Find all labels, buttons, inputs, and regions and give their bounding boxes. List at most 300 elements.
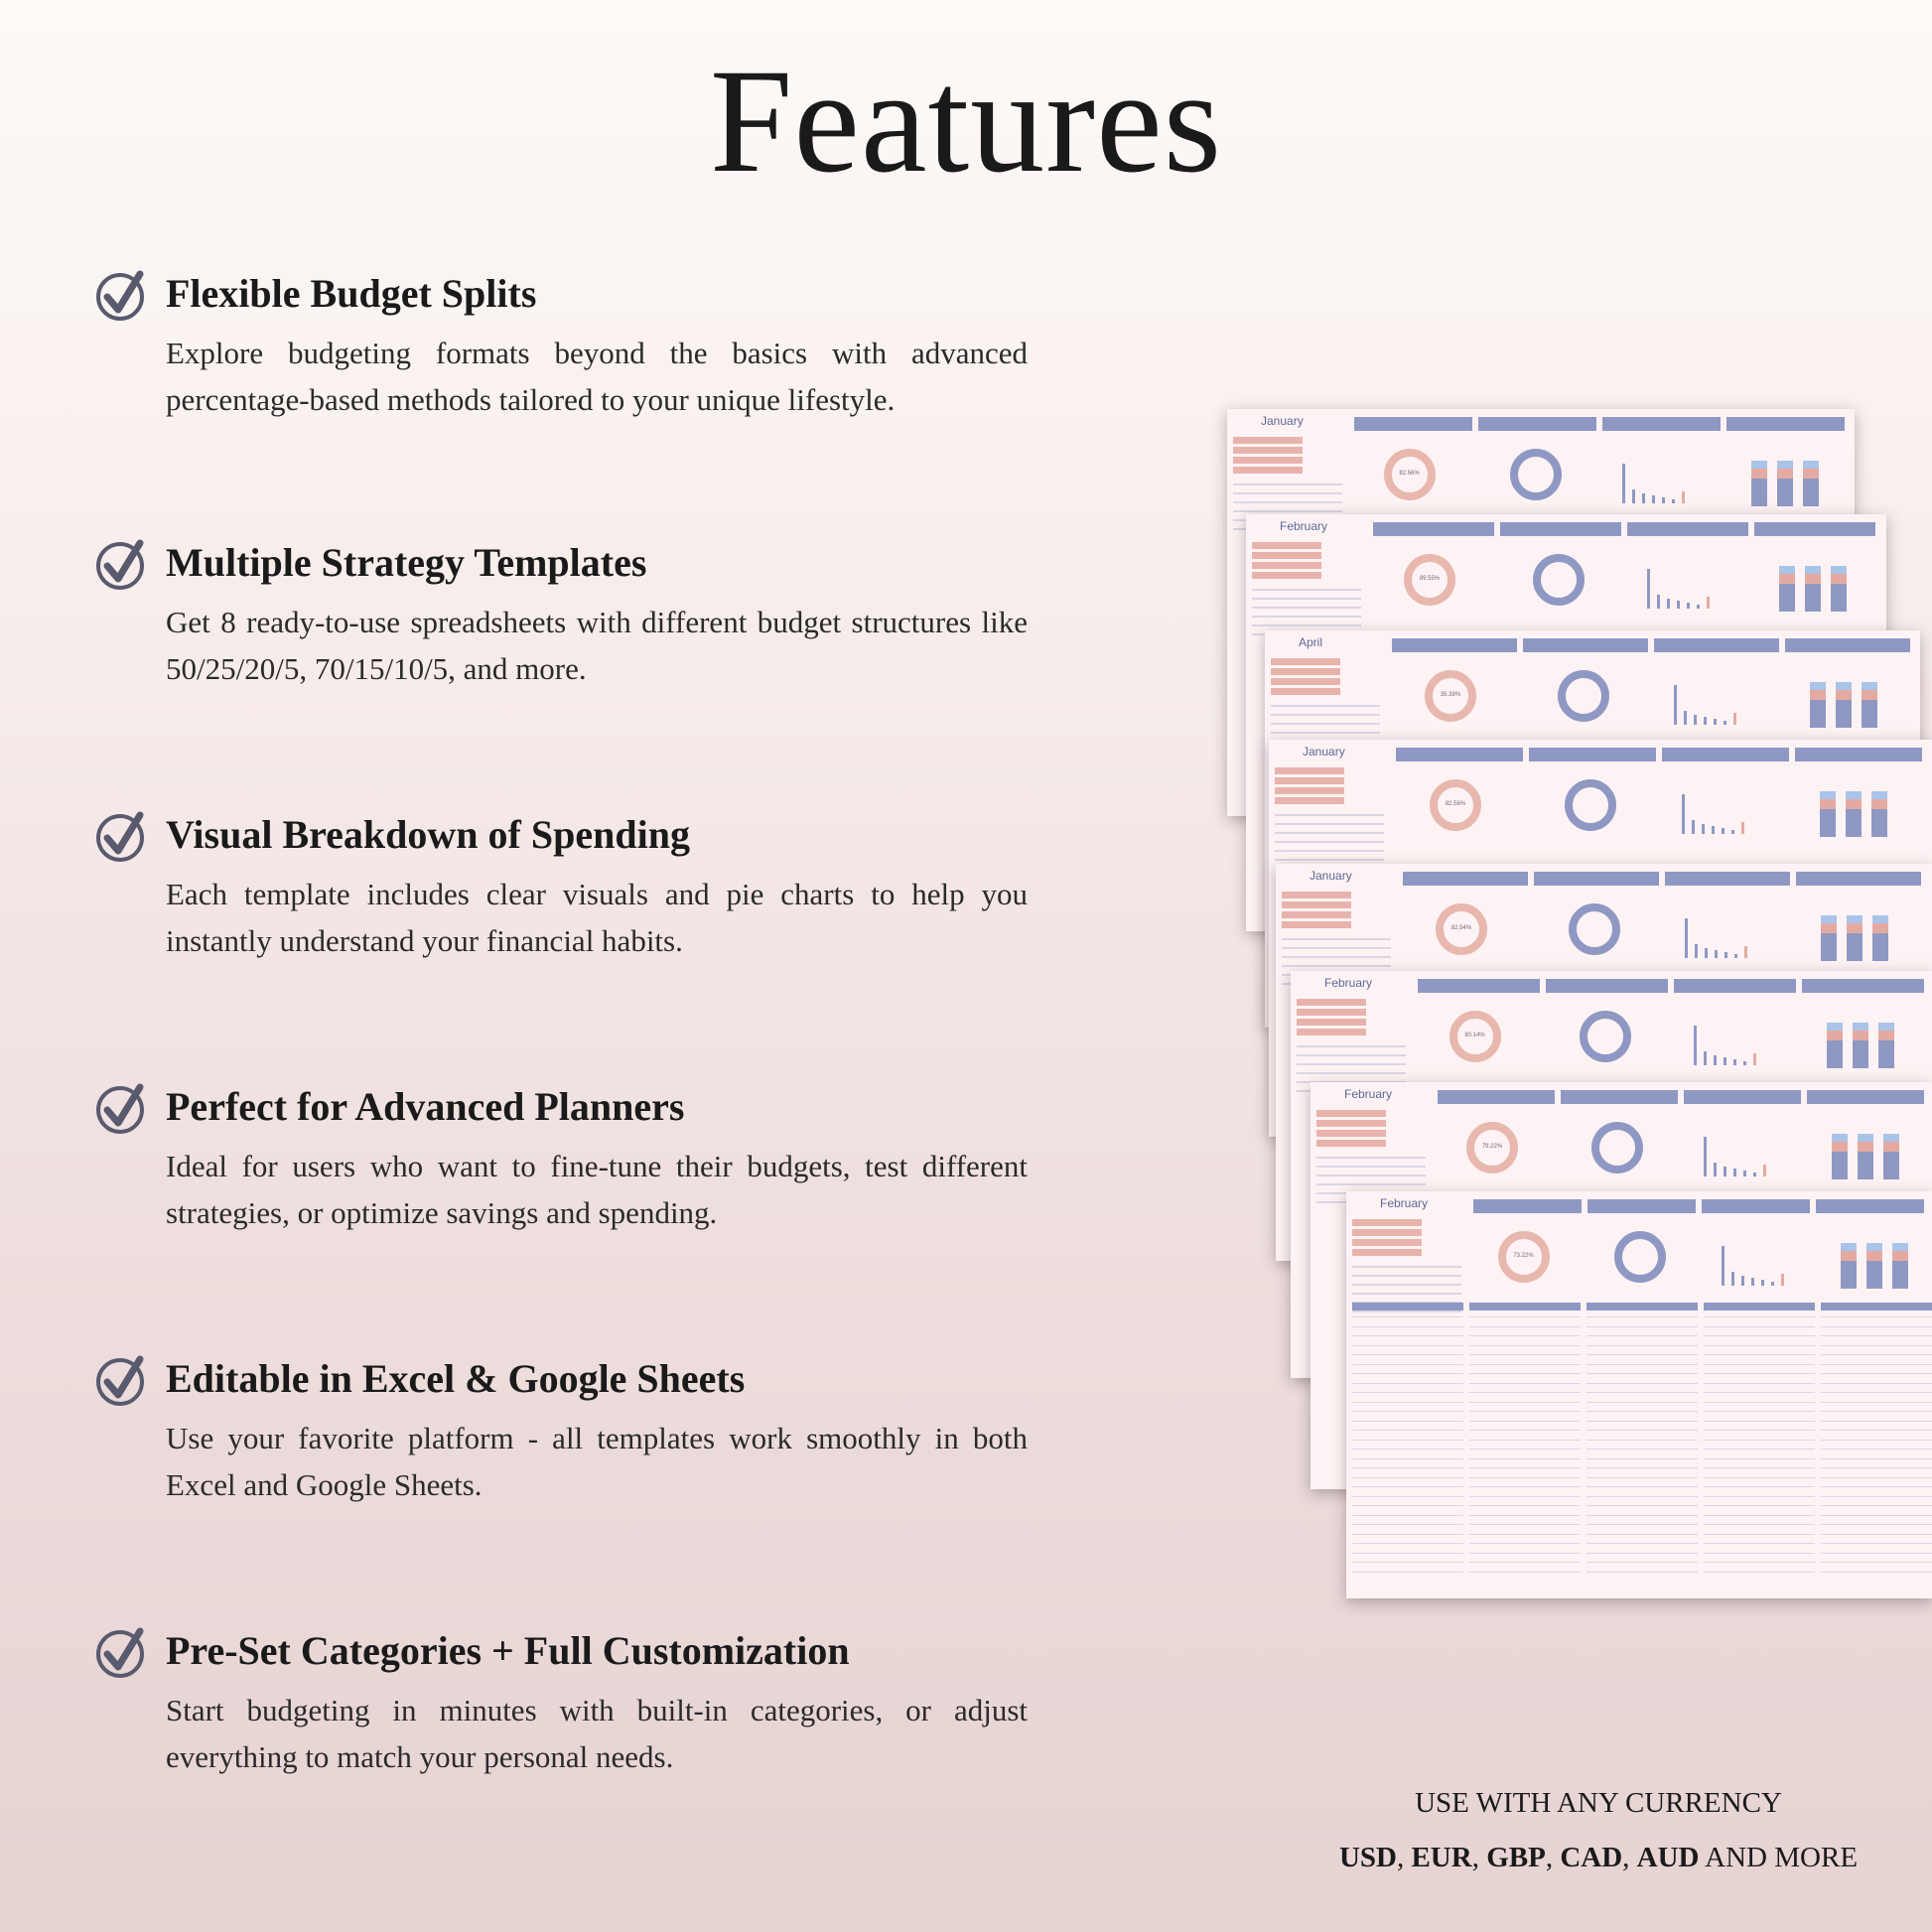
allocation-bar-segment: [1883, 1134, 1899, 1142]
sheet-table-row: [1821, 1392, 1932, 1393]
feature-title: Multiple Strategy Templates: [166, 540, 647, 585]
sheet-table-row: [1704, 1458, 1815, 1459]
cash-flow-bar: [1761, 1280, 1764, 1286]
sheet-table-row: [1704, 1543, 1815, 1544]
cash-flow-bar: [1741, 1276, 1744, 1286]
cash-flow-bar: [1695, 944, 1698, 958]
sheet-table-row: [1469, 1458, 1581, 1459]
allocation-bar-segment: [1803, 469, 1819, 479]
allocation-bar-segment: [1805, 574, 1821, 584]
sheet-table-row: [1352, 1411, 1463, 1412]
sheet-table-row: [1469, 1543, 1581, 1544]
sheet-table-row: [1469, 1534, 1581, 1535]
allocation-bar-segment: [1858, 1142, 1873, 1152]
allocation-bar-segment: [1805, 566, 1821, 574]
sheet-table-row: [1233, 483, 1342, 485]
sheet-table-row: [1704, 1345, 1815, 1346]
cash-flow-bar: [1724, 1057, 1726, 1065]
sheet-table-row: [1352, 1562, 1463, 1563]
sheet-table-row: [1282, 938, 1391, 940]
sheet-table-row: [1469, 1316, 1581, 1317]
sheet-table-row: [1704, 1467, 1815, 1468]
sheet-section-header: [1684, 1090, 1801, 1104]
allocation-bar-segment: [1841, 1243, 1857, 1251]
cash-flow-bar: [1647, 569, 1650, 609]
sheet-table-row: [1352, 1293, 1461, 1295]
allocation-bar-segment: [1862, 700, 1877, 728]
cash-flow-bar: [1781, 1274, 1784, 1286]
checkmark-circle-icon: [94, 268, 148, 322]
sheet-month-label: February: [1344, 1087, 1393, 1101]
currency-line-1: USE WITH ANY CURRENCY: [1415, 1787, 1782, 1819]
donut-percent-label: 35.38%: [1440, 692, 1461, 698]
sheet-table-row: [1316, 1166, 1426, 1168]
sheet-table-row: [1271, 714, 1380, 716]
sheet-table-row: [1352, 1430, 1463, 1431]
sheet-table-row: [1469, 1383, 1581, 1384]
sheet-section-header: [1627, 522, 1748, 536]
sheet-table-row: [1469, 1354, 1581, 1355]
cash-flow-bar: [1684, 711, 1687, 725]
allocation-bar-segment: [1821, 933, 1837, 961]
sheet-table-row: [1352, 1392, 1463, 1393]
donut-percent-label: 82.56%: [1399, 471, 1420, 477]
sheet-month-label: April: [1299, 635, 1323, 649]
sheet-field-label: [1275, 797, 1344, 804]
sheet-field-label: [1352, 1219, 1422, 1226]
cash-flow-bar: [1674, 685, 1677, 725]
cash-flow-bar: [1751, 1278, 1754, 1286]
sheet-table-row: [1821, 1440, 1932, 1441]
allocation-bar-segment: [1832, 1152, 1848, 1179]
sheet-table-row: [1469, 1411, 1581, 1412]
feature-title: Perfect for Advanced Planners: [166, 1084, 685, 1129]
allocation-bar-segment: [1836, 700, 1852, 728]
sheet-table-row: [1704, 1411, 1815, 1412]
sheet-table-row: [1704, 1572, 1815, 1573]
sheet-table-header: [1469, 1303, 1581, 1311]
sheet-field-label: [1271, 688, 1340, 695]
feature-description: Start budgeting in minutes with built-in categories, or adjust everything to match your personal needs.: [166, 1693, 1028, 1774]
cash-flow-bar: [1672, 499, 1675, 503]
sheet-table-row: [1271, 732, 1380, 734]
sheet-table-row: [1352, 1316, 1463, 1317]
allocation-bar-segment: [1820, 791, 1836, 799]
sheet-table-row: [1587, 1496, 1698, 1497]
income-distribution-donut: [1569, 903, 1620, 955]
income-distribution-donut: [1558, 670, 1609, 722]
sheet-table-row: [1704, 1505, 1815, 1506]
sheet-table-row: [1587, 1458, 1698, 1459]
cash-flow-bar: [1704, 1051, 1707, 1065]
sheet-table-row: [1587, 1477, 1698, 1478]
sheet-field-label: [1233, 457, 1303, 464]
sheet-table-row: [1469, 1440, 1581, 1441]
sheet-month-label: February: [1380, 1196, 1429, 1210]
sheet-field-label: [1275, 777, 1344, 784]
allocation-bar-segment: [1892, 1251, 1908, 1261]
sheet-field-label: [1297, 1009, 1366, 1016]
cash-flow-bar: [1731, 830, 1734, 834]
sheet-field-label: [1271, 658, 1340, 665]
sheet-table-row: [1282, 956, 1391, 958]
income-distribution-donut: [1510, 449, 1562, 500]
allocation-bar-segment: [1853, 1023, 1868, 1031]
allocation-bar-segment: [1841, 1251, 1857, 1261]
sheet-table-row: [1352, 1524, 1463, 1525]
sheet-table-row: [1821, 1430, 1932, 1431]
cash-flow-bar: [1707, 597, 1710, 609]
sheet-table-row: [1297, 1045, 1406, 1047]
sheet-table-row: [1282, 947, 1391, 949]
sheet-table-row: [1352, 1266, 1461, 1268]
sheet-table-row: [1352, 1458, 1463, 1459]
income-distribution-donut: [1591, 1122, 1643, 1173]
sheet-table-row: [1469, 1553, 1581, 1554]
sheet-field-label: [1352, 1249, 1422, 1256]
sheet-section-header: [1654, 638, 1779, 652]
allocation-bar-segment: [1878, 1040, 1894, 1068]
sheet-table-row: [1252, 598, 1361, 600]
sheet-table-row: [1704, 1496, 1815, 1497]
feature-description: Each template includes clear visuals and pie charts to help you instantly understand your financial habits.: [166, 877, 1028, 958]
cash-flow-bar: [1697, 605, 1700, 609]
sheet-table-row: [1352, 1284, 1461, 1286]
income-distribution-donut: [1533, 554, 1585, 606]
sheet-table-row: [1821, 1345, 1932, 1346]
sheet-table-row: [1587, 1572, 1698, 1573]
sheet-table-row: [1352, 1440, 1463, 1441]
sheet-table-row: [1704, 1354, 1815, 1355]
sheet-table-row: [1587, 1402, 1698, 1403]
sheet-table-row: [1469, 1515, 1581, 1516]
cash-flow-bar: [1722, 828, 1725, 834]
cash-flow-bar: [1763, 1165, 1766, 1176]
sheet-table-header: [1352, 1303, 1463, 1311]
sheet-table-row: [1587, 1411, 1698, 1412]
allocation-bar-segment: [1858, 1134, 1873, 1142]
sheet-month-label: January: [1303, 745, 1345, 759]
cash-flow-bar: [1715, 950, 1718, 958]
sheet-table-row: [1352, 1572, 1463, 1573]
sheet-table-row: [1587, 1373, 1698, 1374]
cash-flow-bar: [1714, 719, 1717, 725]
sheet-table-row: [1469, 1364, 1581, 1365]
cash-flow-bar: [1734, 954, 1737, 958]
sheet-table-row: [1469, 1572, 1581, 1573]
sheet-field-label: [1252, 562, 1321, 569]
allocation-bar-segment: [1827, 1031, 1843, 1040]
sheet-section-header: [1796, 872, 1921, 886]
sheet-table-row: [1587, 1505, 1698, 1506]
sheet-table-row: [1352, 1467, 1463, 1468]
cash-flow-bar: [1733, 1059, 1736, 1065]
sheet-table-row: [1233, 501, 1342, 503]
allocation-bar-segment: [1892, 1261, 1908, 1289]
sheet-table-row: [1352, 1383, 1463, 1384]
sheet-field-label: [1275, 787, 1344, 794]
allocation-bar-segment: [1820, 799, 1836, 809]
sheet-table-row: [1821, 1402, 1932, 1403]
sheet-table-row: [1821, 1411, 1932, 1412]
sheet-field-label: [1271, 668, 1340, 675]
allocation-bar-segment: [1853, 1040, 1868, 1068]
sheet-section-header: [1726, 417, 1845, 431]
sheet-table-row: [1587, 1486, 1698, 1487]
sheet-table-row: [1297, 1072, 1406, 1074]
sheet-section-header: [1546, 979, 1668, 993]
cash-flow-bar: [1662, 497, 1665, 503]
allocation-bar-segment: [1883, 1142, 1899, 1152]
sheet-month-label: January: [1310, 869, 1352, 883]
feature-title: Pre-Set Categories + Full Customization: [166, 1628, 850, 1673]
sheet-table-row: [1352, 1335, 1463, 1336]
cash-flow-bar: [1657, 595, 1660, 609]
feature-description: Get 8 ready-to-use spreadsheets with different budget structures like 50/25/20/5, 70/15/10/5, and more.: [166, 605, 1028, 686]
sheet-table-row: [1587, 1534, 1698, 1535]
sheet-table-header: [1821, 1303, 1932, 1311]
sheet-table-row: [1821, 1534, 1932, 1535]
allocation-bar-segment: [1832, 1134, 1848, 1142]
sheet-table-row: [1469, 1562, 1581, 1563]
sheet-table-row: [1352, 1402, 1463, 1403]
sheet-table-row: [1821, 1505, 1932, 1506]
sheet-table-row: [1275, 823, 1384, 825]
allocation-bar-segment: [1751, 479, 1767, 506]
sheet-table-row: [1704, 1486, 1815, 1487]
cash-flow-bar: [1714, 1163, 1717, 1176]
donut-percent-label: 79.22%: [1481, 1144, 1503, 1150]
sheet-field-label: [1297, 1019, 1366, 1026]
allocation-bar-segment: [1858, 1152, 1873, 1179]
sheet-table-row: [1821, 1316, 1932, 1317]
sheet-table-row: [1587, 1440, 1698, 1441]
sheet-section-header: [1795, 748, 1922, 761]
sheet-table-row: [1704, 1402, 1815, 1403]
sheet-table-row: [1704, 1383, 1815, 1384]
allocation-bar-segment: [1777, 469, 1793, 479]
allocation-bar-segment: [1841, 1261, 1857, 1289]
allocation-bar-segment: [1777, 479, 1793, 506]
sheet-table-row: [1587, 1335, 1698, 1336]
sheet-table-row: [1821, 1486, 1932, 1487]
allocation-bar-segment: [1803, 479, 1819, 506]
sheet-table-row: [1271, 723, 1380, 725]
sheet-table-row: [1352, 1326, 1463, 1327]
cash-flow-bar: [1632, 489, 1635, 503]
sheet-table-row: [1469, 1467, 1581, 1468]
sheet-section-header: [1602, 417, 1721, 431]
sheet-table-row: [1469, 1326, 1581, 1327]
sheet-section-header: [1418, 979, 1540, 993]
sheet-table-row: [1469, 1505, 1581, 1506]
feature-description: Use your favorite platform - all templates work smoothly in both Excel and Google Sheets.: [166, 1421, 1028, 1502]
allocation-bar-segment: [1820, 809, 1836, 837]
sheet-table-row: [1352, 1496, 1463, 1497]
sheet-table-row: [1587, 1515, 1698, 1516]
sheet-table-row: [1821, 1326, 1932, 1327]
cash-flow-bar: [1677, 601, 1680, 609]
sheet-section-header: [1674, 979, 1796, 993]
sheet-table-header: [1587, 1303, 1698, 1311]
cash-flow-bar: [1733, 1169, 1736, 1176]
sheet-field-label: [1352, 1229, 1422, 1236]
sheet-table-row: [1821, 1572, 1932, 1573]
allocation-bar-segment: [1827, 1023, 1843, 1031]
sheet-section-header: [1702, 1199, 1810, 1213]
feature-title: Editable in Excel & Google Sheets: [166, 1356, 746, 1401]
sheet-table-row: [1297, 1054, 1406, 1056]
sheet-field-label: [1275, 767, 1344, 774]
sheet-table-row: [1821, 1335, 1932, 1336]
allocation-bar-segment: [1779, 566, 1795, 574]
sheet-table-row: [1704, 1524, 1815, 1525]
sheet-section-header: [1665, 872, 1790, 886]
sheet-table-row: [1233, 510, 1342, 512]
allocation-bar-segment: [1836, 690, 1852, 700]
sheet-section-header: [1561, 1090, 1678, 1104]
sheet-field-label: [1252, 552, 1321, 559]
cash-flow-bar: [1682, 794, 1685, 834]
cash-flow-bar: [1694, 715, 1697, 725]
allocation-bar-segment: [1847, 915, 1863, 923]
cash-flow-bar: [1652, 495, 1655, 503]
sheet-table-row: [1821, 1467, 1932, 1468]
donut-percent-label: 82.54%: [1450, 925, 1472, 931]
currency-code: USD: [1338, 1842, 1397, 1873]
sheet-table-row: [1704, 1430, 1815, 1431]
cash-flow-bar: [1682, 491, 1685, 503]
feature-description: Explore budgeting formats beyond the basics with advanced percentage-based methods tailored to your unique lifestyle.: [166, 336, 1028, 417]
sheet-field-label: [1297, 999, 1366, 1006]
cash-flow-bar: [1704, 717, 1707, 725]
sheet-table-row: [1704, 1316, 1815, 1317]
allocation-bar-segment: [1810, 682, 1826, 690]
sheet-table-row: [1469, 1335, 1581, 1336]
checkmark-circle-icon: [94, 809, 148, 863]
sheet-table-row: [1469, 1496, 1581, 1497]
cash-flow-bar: [1622, 464, 1625, 503]
sheet-table-row: [1352, 1311, 1461, 1312]
sheet-table-row: [1587, 1524, 1698, 1525]
allocation-bar-segment: [1751, 461, 1767, 469]
checkmark-circle-icon: [94, 1353, 148, 1407]
allocation-bar-segment: [1821, 923, 1837, 933]
sheet-table-row: [1352, 1505, 1463, 1506]
cash-flow-bar: [1744, 946, 1747, 958]
sheet-table-row: [1587, 1326, 1698, 1327]
sheet-field-label: [1316, 1130, 1386, 1137]
allocation-bar-segment: [1827, 1040, 1843, 1068]
sheet-month-label: January: [1261, 414, 1304, 428]
sheet-table-row: [1233, 492, 1342, 494]
cash-flow-bar: [1642, 493, 1645, 503]
sheet-section-header: [1403, 872, 1528, 886]
income-distribution-donut: [1580, 1011, 1631, 1062]
sheet-section-header: [1500, 522, 1621, 536]
cash-flow-bar: [1722, 1246, 1725, 1286]
sheet-section-header: [1373, 522, 1494, 536]
allocation-bar-segment: [1872, 933, 1888, 961]
sheet-table-row: [1587, 1392, 1698, 1393]
allocation-bar-segment: [1866, 1243, 1882, 1251]
sheet-field-label: [1233, 467, 1303, 474]
sheet-table-row: [1275, 850, 1384, 852]
cash-flow-bar: [1724, 721, 1726, 725]
sheet-table-row: [1252, 616, 1361, 618]
sheet-section-header: [1754, 522, 1875, 536]
sheet-table-row: [1352, 1373, 1463, 1374]
cash-flow-bar: [1687, 603, 1690, 609]
sheet-table-row: [1352, 1275, 1461, 1277]
sheet-table-row: [1275, 832, 1384, 834]
cash-flow-bar: [1667, 599, 1670, 609]
currency-separator: ,: [1471, 1842, 1487, 1873]
cash-flow-bar: [1692, 820, 1695, 834]
sheet-section-header: [1662, 748, 1789, 761]
allocation-bar-segment: [1871, 799, 1887, 809]
allocation-bar-segment: [1846, 791, 1862, 799]
currency-suffix: AND MORE: [1699, 1842, 1859, 1873]
cash-flow-bar: [1741, 822, 1744, 834]
sheet-table-row: [1587, 1364, 1698, 1365]
sheet-table-row: [1821, 1364, 1932, 1365]
allocation-bar-segment: [1805, 584, 1821, 612]
donut-percent-label: 73.22%: [1513, 1253, 1534, 1259]
allocation-bar-segment: [1751, 469, 1767, 479]
sheet-section-header: [1807, 1090, 1924, 1104]
spreadsheet-preview: [1346, 1191, 1932, 1598]
sheet-table-row: [1352, 1543, 1463, 1544]
cash-flow-bar: [1685, 918, 1688, 958]
sheet-table-header: [1704, 1303, 1815, 1311]
sheet-table-row: [1821, 1373, 1932, 1374]
sheet-field-label: [1352, 1239, 1422, 1246]
sheet-section-header: [1529, 748, 1656, 761]
sheet-table-row: [1587, 1421, 1698, 1422]
allocation-bar-segment: [1846, 809, 1862, 837]
income-distribution-donut: [1565, 779, 1616, 831]
sheet-table-row: [1821, 1524, 1932, 1525]
sheet-section-header: [1785, 638, 1910, 652]
checkmark-circle-icon: [94, 537, 148, 591]
sheet-table-row: [1821, 1354, 1932, 1355]
sheet-field-label: [1282, 921, 1351, 928]
allocation-bar-segment: [1779, 574, 1795, 584]
cash-flow-bar: [1702, 824, 1705, 834]
sheet-table-row: [1821, 1421, 1932, 1422]
sheet-section-header: [1392, 638, 1517, 652]
sheet-table-row: [1469, 1402, 1581, 1403]
donut-percent-label: 89.55%: [1419, 576, 1441, 582]
cash-flow-bar: [1694, 1026, 1697, 1065]
sheet-table-row: [1587, 1383, 1698, 1384]
sheet-table-row: [1821, 1458, 1932, 1459]
sheet-table-row: [1587, 1543, 1698, 1544]
sheet-table-row: [1587, 1345, 1698, 1346]
sheet-section-header: [1587, 1199, 1696, 1213]
sheet-table-row: [1587, 1430, 1698, 1431]
sheet-table-row: [1252, 624, 1361, 626]
sheet-field-label: [1316, 1120, 1386, 1127]
cash-flow-bar: [1705, 948, 1708, 958]
sheet-table-row: [1704, 1515, 1815, 1516]
sheet-table-row: [1352, 1477, 1463, 1478]
allocation-bar-segment: [1878, 1031, 1894, 1040]
sheet-table-row: [1821, 1515, 1932, 1516]
allocation-bar-segment: [1832, 1142, 1848, 1152]
cash-flow-bar: [1733, 713, 1736, 725]
